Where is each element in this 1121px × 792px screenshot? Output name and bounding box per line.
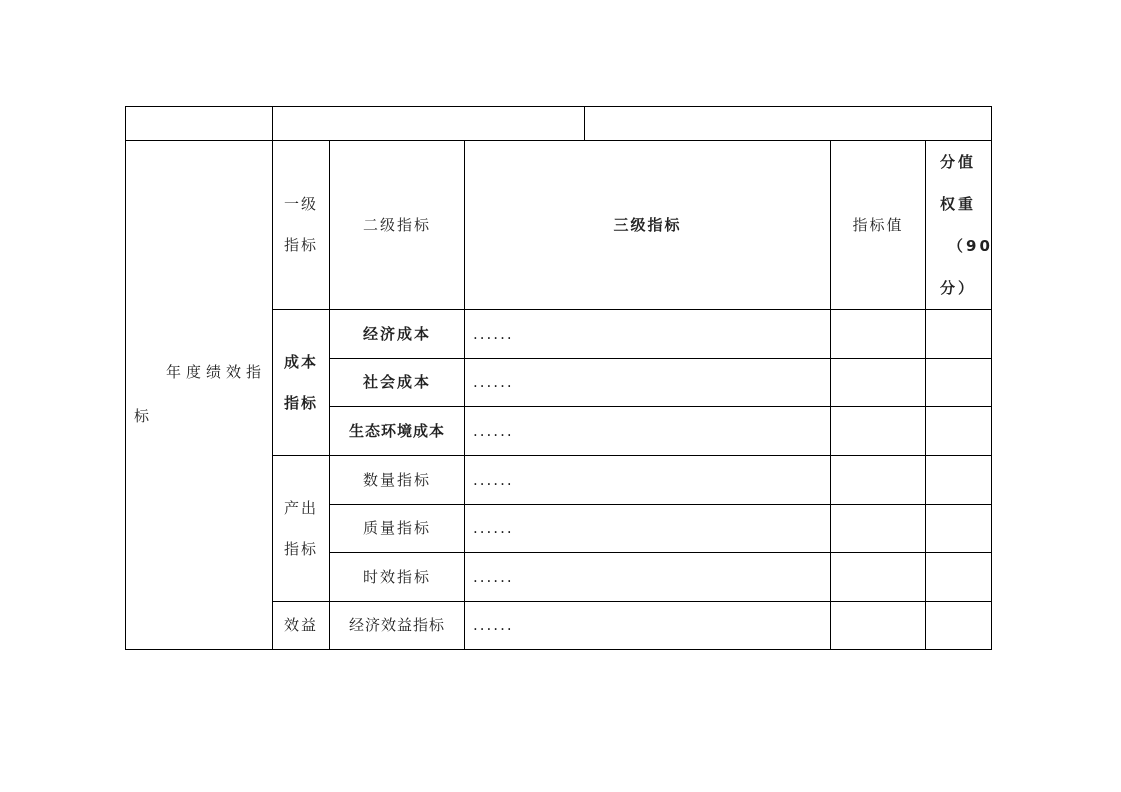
level3-cell: ...... bbox=[465, 310, 831, 359]
level2-cell: 生态环境成本 bbox=[330, 407, 465, 456]
header-cell-1 bbox=[126, 107, 273, 141]
level1-header-line1: 一级 bbox=[283, 195, 318, 213]
level1-cell-benefit: 效益 bbox=[273, 602, 330, 650]
level2-cell: 社会成本 bbox=[330, 359, 465, 407]
weight-cell bbox=[926, 505, 992, 553]
value-cell bbox=[831, 407, 926, 456]
level3-cell: ...... bbox=[465, 553, 831, 602]
column-header-row bbox=[126, 141, 992, 310]
level3-cell: ...... bbox=[465, 456, 831, 505]
annual-indicator-label bbox=[126, 141, 272, 648]
weight-cell bbox=[926, 602, 992, 650]
level1-output-line2: 指标 bbox=[283, 539, 318, 558]
weight-header-line4: 分） bbox=[940, 279, 977, 297]
level1-cost-line2: 指标 bbox=[283, 393, 318, 412]
level3-header: 三级指标 bbox=[465, 141, 831, 310]
level2-header: 二级指标 bbox=[330, 141, 465, 310]
level3-cell: ...... bbox=[465, 602, 831, 650]
performance-indicator-table bbox=[125, 106, 992, 650]
weight-header-line3: （90 bbox=[948, 237, 993, 255]
header-cell-2 bbox=[273, 107, 585, 141]
weight-header-line1: 分值 bbox=[940, 153, 977, 171]
header-row bbox=[126, 107, 992, 141]
weight-cell bbox=[926, 359, 992, 407]
annual-label-line2: 标 bbox=[134, 407, 152, 425]
value-cell bbox=[831, 505, 926, 553]
level1-cell-cost bbox=[273, 310, 330, 456]
level1-header-line2: 指标 bbox=[283, 236, 318, 254]
annual-indicator-cell bbox=[126, 141, 273, 650]
weight-header bbox=[926, 141, 992, 310]
level2-cell: 时效指标 bbox=[330, 553, 465, 602]
level1-output-line1: 产出 bbox=[283, 498, 318, 517]
level2-cell: 经济效益指标 bbox=[330, 602, 465, 650]
level2-cell: 数量指标 bbox=[330, 456, 465, 505]
value-cell bbox=[831, 310, 926, 359]
level1-header bbox=[273, 141, 330, 310]
level3-cell: ...... bbox=[465, 505, 831, 553]
level2-cell: 经济成本 bbox=[330, 310, 465, 359]
level1-cell-output bbox=[273, 456, 330, 602]
annual-label-line1: 年度绩效指 bbox=[165, 363, 266, 381]
weight-cell bbox=[926, 456, 992, 505]
header-cell-3 bbox=[585, 107, 992, 141]
weight-cell bbox=[926, 553, 992, 602]
weight-cell bbox=[926, 310, 992, 359]
level3-cell: ...... bbox=[465, 359, 831, 407]
weight-cell bbox=[926, 407, 992, 456]
value-cell bbox=[831, 456, 926, 505]
weight-header-line2: 权重 bbox=[940, 195, 977, 213]
value-cell bbox=[831, 602, 926, 650]
value-cell bbox=[831, 359, 926, 407]
level2-cell: 质量指标 bbox=[330, 505, 465, 553]
level1-cost-line1: 成本 bbox=[283, 352, 318, 371]
value-cell bbox=[831, 553, 926, 602]
level3-cell: ...... bbox=[465, 407, 831, 456]
value-header: 指标值 bbox=[831, 141, 926, 310]
